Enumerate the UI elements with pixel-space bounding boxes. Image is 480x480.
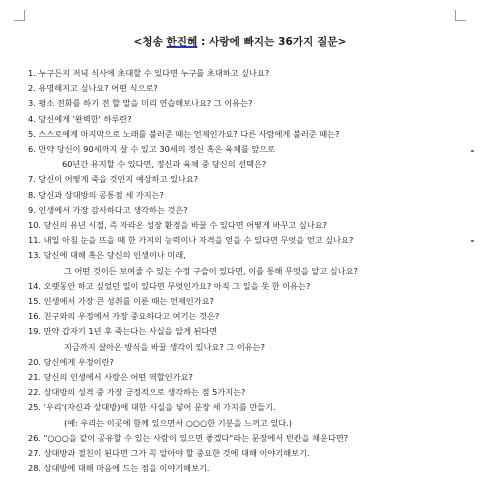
question-line: 15. 인생에서 가장 큰 성취를 이룬 때는 언제인가요? (28, 296, 214, 307)
title-suffix: : 사랑에 빠지는 36가지 질문> (197, 36, 347, 48)
question-line: 22. 상대방의 성격 중 가장 긍정적으로 생각하는 점 5가지는? (28, 387, 246, 398)
title-highlight: 한진혜 (166, 36, 198, 48)
question-line: 1. 누구든지 저녁 식사에 초대할 수 있다면 누구를 초대하고 싶나요? (28, 68, 270, 78)
question-line: 3. 평소 전화를 하기 전 할 말을 미리 연습해보나요? 그 이유는? (28, 98, 253, 109)
page-corner-mark (14, 10, 25, 21)
question-line: 16. 친구와의 우정에서 가장 중요하다고 여기는 것은? (28, 311, 220, 322)
title-prefix: <청송 (133, 36, 167, 48)
question-line: 7. 당신이 어떻게 죽을 것인지 예상하고 있나요? (28, 174, 199, 185)
document-title (0, 34, 480, 49)
question-line: 8. 당신과 상대방의 공통점 세 가지는? (28, 189, 164, 200)
question-line: 6. 만약 당신이 90세까지 살 수 있고 30세의 정신 혹은 육체를 앞으로 (28, 144, 276, 155)
question-line: 28. 상대방에 대해 마음에 드는 점을 이야기해보기. (28, 463, 210, 474)
question-line: 11. 내일 아침 눈을 뜨을 때 한 가지의 능력이나 자격을 얻을 수 있다면 무엇을 얻고 싶나요? (28, 235, 354, 246)
question-line: 그 어떤 것이든 보여줄 수 있는 수정 구슬이 있다면, 이를 통해 무엇을 알고 싶나요? (64, 265, 358, 276)
question-line: 13. 당신에 대해 혹은 당신의 인생이나 미래, (28, 250, 186, 261)
question-line: 10. 당신의 유년 시절, 즉 자라온 성장 환경을 바꿀 수 있다면 어떻게 바꾸고 싶나요? (28, 220, 327, 231)
margin-mark (471, 240, 474, 242)
question-list (28, 66, 474, 476)
question-line: 19. 만약 갑자기 1년 후 죽는다는 사실을 알게 된다면 (28, 326, 218, 337)
question-line: 26. "○○○을 같이 공유할 수 있는 사람이 있으면 좋겠다"라는 문장에서 빈칸을 채운다면? (28, 432, 349, 443)
question-line: 25. '우리'(자신과 상대방)에 대한 사실을 넣어 문장 세 가지를 만들기. (28, 402, 276, 413)
question-line: 27. 상대방과 절친이 된다면 그가 꼭 알아야 할 중요한 것에 대해 이야기해보기. (28, 448, 310, 459)
question-line: 5. 스스로에게 마지막으로 노래를 불러준 때는 언제인가요? 다른 사람에게 불러준 때는? (28, 128, 340, 139)
question-line: (예: 우리는 이곳에 함께 있으면서 ○○○한 기분을 느끼고 있다.) (64, 417, 293, 428)
question-line: 14. 오랫동안 하고 싶었던 일이 있다면 무엇인가요? 아직 그 일을 못 한 이유는? (28, 280, 311, 291)
question-line: 60년간 유지할 수 있다면, 정신과 육체 중 당신의 선택은? (62, 159, 267, 170)
question-line: 4. 당신에게 '완벽한' 하루란? (28, 113, 132, 124)
page-corner-mark (455, 10, 466, 21)
question-line: 지금까지 살아온 방식을 바꿀 생각이 있나요? 그 이유는? (64, 341, 265, 352)
question-line: 21. 당신의 인생에서 사랑은 어떤 역할인가요? (28, 372, 193, 383)
question-line: 9. 인생에서 가장 감사하다고 생각하는 것은? (28, 204, 188, 215)
margin-mark (471, 150, 474, 152)
question-line: 2. 유명해지고 싶나요? 어떤 식으로? (28, 83, 158, 94)
question-line: 20. 당신에게 우정이란? (28, 356, 114, 367)
